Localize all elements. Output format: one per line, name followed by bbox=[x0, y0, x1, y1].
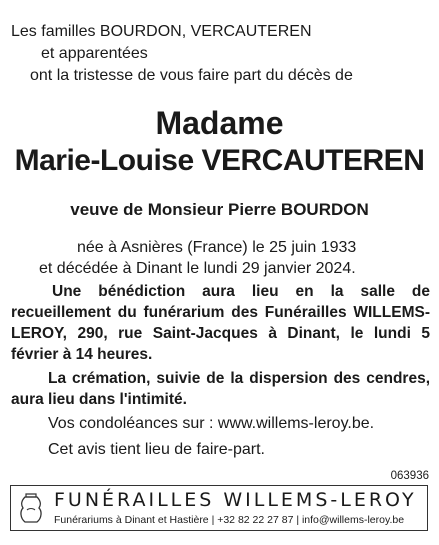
widow-of-line: veuve de Monsieur Pierre BOURDON bbox=[70, 200, 369, 219]
deceased-name: Marie-Louise VERCAUTEREN bbox=[14, 144, 425, 177]
notice-line: Cet avis tient lieu de faire-part. bbox=[48, 441, 265, 458]
death-line: et décédée à Dinant le lundi 29 janvier 2024. bbox=[39, 260, 356, 277]
relatives-line: et apparentées bbox=[41, 45, 148, 62]
condolences-line: Vos condoléances sur : www.willems-leroy.be. bbox=[48, 415, 375, 432]
dates-block bbox=[39, 237, 356, 279]
funeral-home-brand: FUNÉRAILLES WILLEMS-LEROY bbox=[54, 489, 417, 511]
cremation-paragraph: La crémation, suivie de la dispersion des cendres, aura lieu dans l'intimité. bbox=[11, 370, 430, 408]
intro-text bbox=[11, 21, 431, 87]
reference-number: 063936 bbox=[390, 470, 429, 482]
families-line: Les familles BOURDON, VERCAUTEREN bbox=[11, 23, 312, 40]
funeral-home-footer bbox=[10, 485, 428, 531]
announcement-line: ont la tristesse de vous faire part du décès de bbox=[30, 67, 353, 84]
funeral-urn-icon bbox=[17, 492, 45, 524]
blessing-paragraph: Une bénédiction aura lieu en la salle de recueillement du funérarium des Funérailles WILLEMS-LEROY, 290, rue Saint-Jacques à Dinant, le lundi 5 février à 14 heures. bbox=[11, 283, 430, 363]
deceased-title: Madame bbox=[155, 105, 284, 141]
funeral-home-contact: Funérariums à Dinant et Hastière | +32 82 22 27 87 | info@willems-leroy.be bbox=[54, 514, 405, 526]
birth-line: née à Asnières (France) le 25 juin 1933 bbox=[77, 239, 357, 256]
